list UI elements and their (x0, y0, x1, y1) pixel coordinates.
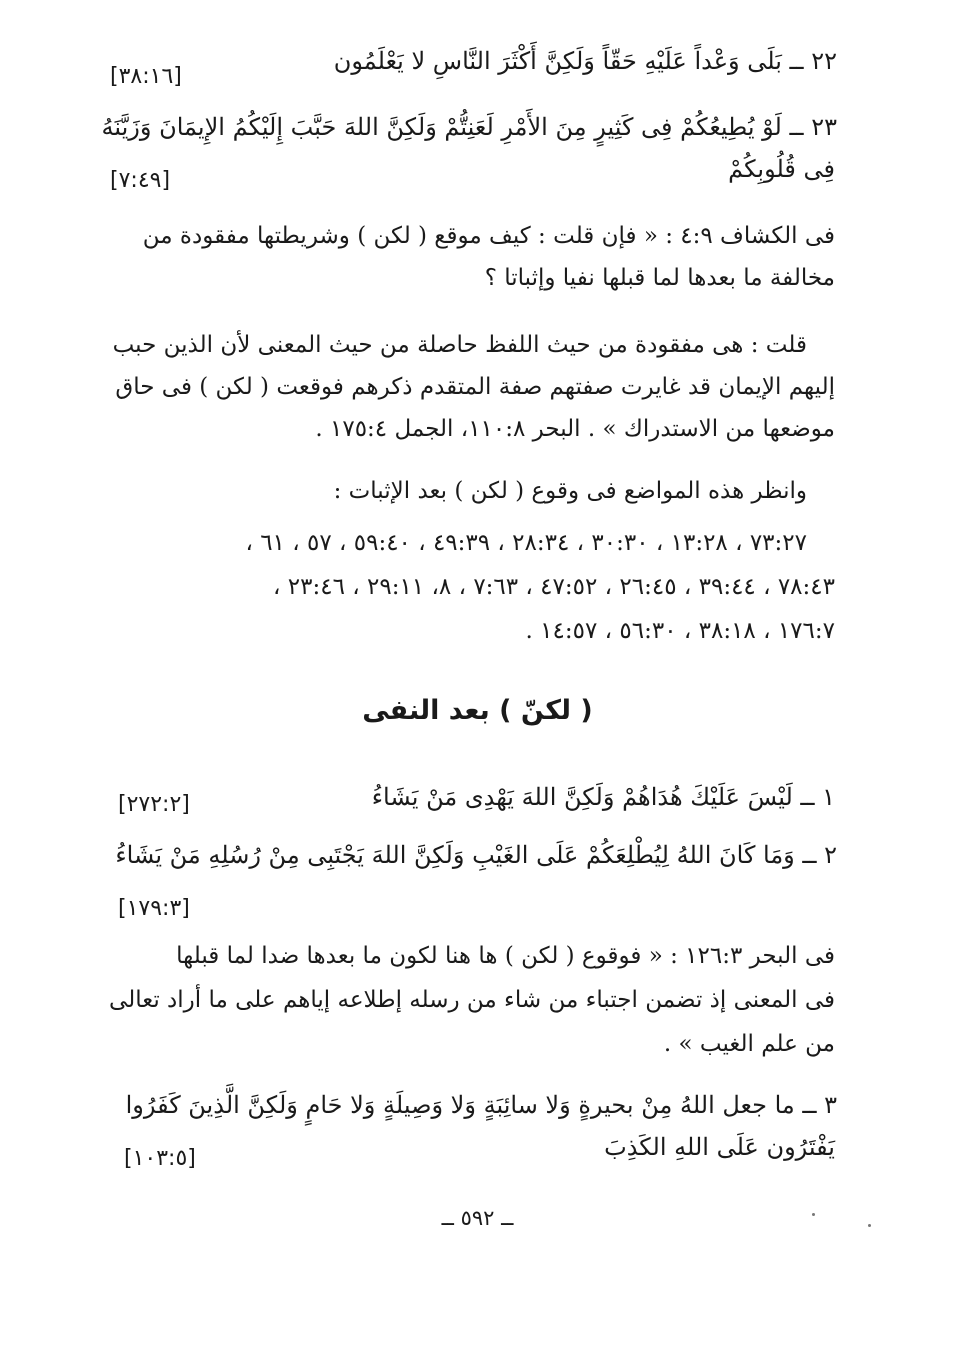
verse-text: لَوْ يُطِيعُكُمْ فِى كَثِيرٍ مِنَ الأَمْرِ لَعَنِتُّمْ وَلَكِنَّ اللهَ حَبَّبَ إِلَيْكُمُ الإِيمَانَ وَزَيَّنَهُ (101, 113, 782, 141)
reference-list-line: ٧٨:٤٣ ، ٣٩:٤٤ ، ٢٦:٤٥ ، ٤٧:٥٢ ، ٧:٦٣ ، ٨، ٢٩:١١ ، ٢٣:٤٦ ، (273, 574, 835, 600)
verse-23 (102, 112, 837, 142)
page-number: ــ ٥٩٢ ــ (441, 1206, 514, 1230)
paragraph-line: فى البحر ١٢٦:٣ : « فوقوع ( لكن ) ها هنا لكون ما بعدها ضدا لما قبلها (176, 943, 835, 969)
verse-number: ١ ــ (800, 783, 835, 811)
reference-list-line: ١٧٦:٧ ، ٣٨:١٨ ، ٥٦:٣٠ ، ١٤:٥٧ . (525, 618, 835, 644)
paragraph-line: موضعها من الاستدراك » . البحر ١١٠:٨، الجمل ١٧٥:٤ . (315, 416, 835, 442)
scan-speck (868, 1224, 871, 1227)
verse-22 (334, 46, 837, 76)
verse-text: لَيْسَ عَلَيْكَ هُدَاهُمْ وَلَكِنَّ اللهَ يَهْدِى مَنْ يَشَاءُ (371, 783, 793, 811)
verse-reference: [٢٧٢:٢] (118, 792, 190, 817)
verse-reference: [١٧٩:٣] (118, 896, 190, 921)
paragraph-line: فى المعنى إذ تضمن اجتباء من شاء من رسله إطلاعه إياهم على ما أراد تعالى (109, 987, 835, 1013)
paragraph-line: إليهم الإيمان قد غايرت صفتهم صفة المتقدم ذكرهم فوقعت ( لكن ) فى حاق (115, 374, 835, 400)
paragraph-line: مخالفة ما بعدها لما قبلها نفيا وإثباتا ؟ (484, 265, 835, 291)
verse-text: ما جعل اللهُ مِنْ بحيرةٍ وَلا سائِبَةٍ وَلا وَصِيلَةٍ وَلا حَامٍ وَلَكِنَّ الَّذِينَ كَفَرُوا (125, 1091, 795, 1119)
verse-text: بَلَى وَعْداً عَلَيْهِ حَقّاً وَلَكِنَّ أَكْثَرَ النَّاسِ لا يَعْلَمُون (333, 47, 782, 75)
paragraph-line: من علم الغيب » . (663, 1031, 835, 1057)
verse-text: وَمَا كَانَ اللهُ لِيُطْلِعَكُمْ عَلَى الغَيْبِ وَلَكِنَّ اللهَ يَجْتَبِى مِنْ رُسُلِهِ مَنْ يَشَاءُ (115, 841, 795, 869)
verse-number: ٢٣ ــ (789, 113, 837, 141)
verse-1 (372, 782, 835, 812)
verse-23-continuation: فِى قُلُوبِكُمْ (728, 155, 835, 183)
verse-2 (115, 840, 837, 870)
verse-reference: [١٠٣:٥] (124, 1146, 196, 1171)
verse-number: ٢٢ ــ (789, 47, 837, 75)
verse-number: ٣ ــ (802, 1091, 837, 1119)
verse-number: ٢ ــ (802, 841, 837, 869)
scan-speck (812, 1213, 815, 1216)
paragraph-line: قلت : هى مفقودة من حيث اللفظ حاصلة من حيث المعنى لأن الذين حبب (112, 332, 807, 358)
paragraph-line: فى الكشاف ٤:٩ : « فإن قلت : كيف موقع ( لكن ) وشريطتها مفقودة من (142, 223, 835, 249)
verse-3 (126, 1090, 837, 1120)
reference-list-line: ٧٣:٢٧ ، ١٣:٢٨ ، ٣٠:٣٠ ، ٢٨:٣٤ ، ٤٩:٣٩ ، ٥٩:٤٠ ، ٥٧ ، ٦١ ، (245, 530, 807, 556)
paragraph-line: وانظر هذه المواضع فى وقوع ( لكن ) بعد الإثبات : (333, 478, 807, 504)
verse-reference: [٧:٤٩] (110, 168, 171, 193)
verse-reference: [٣٨:١٦] (110, 64, 182, 89)
section-heading: ( لكنّ ) بعد النفى (362, 695, 593, 726)
verse-3-continuation: يَفْتَرُون عَلَى اللهِ الكَذِبَ (604, 1133, 835, 1161)
